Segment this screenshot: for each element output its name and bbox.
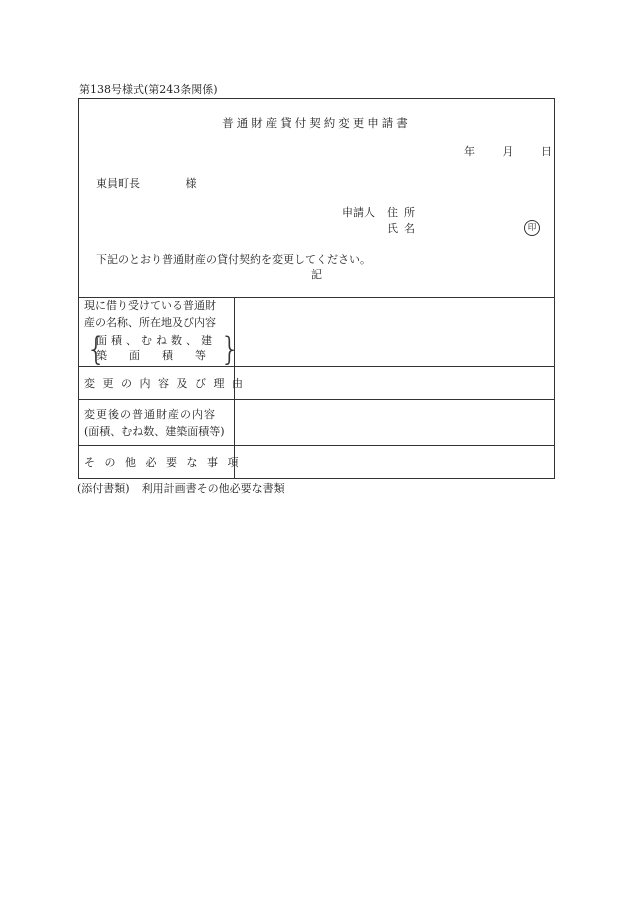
form-title: 普通財産貸付契約変更申請書 [222, 116, 411, 130]
instruction-text: 下記のとおり普通財産の貸付契約を変更してください。 [96, 253, 371, 266]
current-property-label [79, 297, 241, 368]
seal-mark: 印 [524, 220, 540, 236]
label-line: 変更後の普通財産の内容 [84, 407, 216, 421]
addressee-honorific: 様 [185, 177, 197, 190]
address-label: 住所 [387, 206, 421, 219]
addressee [96, 177, 197, 191]
other-matters-value[interactable] [235, 446, 555, 479]
attachment-label: (添付書類) [77, 482, 130, 495]
change-reason-label: 変更の内容及び理由 [79, 367, 235, 400]
label-line: 現に借り受けている普通財 [84, 299, 216, 312]
date-line [464, 145, 552, 159]
day-label: 日 [541, 145, 552, 158]
table-row [79, 446, 554, 479]
year-label: 年 [464, 145, 475, 158]
bracket-line: 面積、むね数、建 [96, 334, 216, 347]
month-label: 月 [502, 145, 514, 158]
application-form [78, 98, 555, 479]
form-header [79, 99, 554, 298]
details-table [79, 297, 554, 479]
attachment-note [77, 482, 285, 496]
change-reason-value[interactable] [235, 367, 555, 400]
applicant-label: 申請人 [342, 206, 375, 219]
record-mark: 記 [311, 268, 322, 281]
changed-property-value[interactable] [235, 400, 555, 446]
bracket-line: 築面積等 [96, 349, 228, 362]
left-bracket: { [86, 330, 107, 368]
label-line: (面積、むね数、建築面積等) [84, 424, 225, 438]
right-bracket: } [220, 330, 241, 368]
changed-property-label [79, 400, 235, 446]
name-label: 氏名 [387, 222, 421, 235]
addressee-name: 東員町長 [96, 177, 140, 190]
form-number: 第138号様式(第243条関係) [79, 83, 218, 96]
table-row [79, 367, 554, 400]
other-matters-label: その他必要な事項 [79, 446, 235, 479]
attachment-text: 利用計画書その他必要な書類 [141, 482, 285, 495]
current-property-value[interactable] [235, 297, 555, 367]
bracket-note [84, 330, 241, 368]
table-row [79, 400, 554, 446]
label-line: 産の名称、所在地及び内容 [84, 316, 216, 329]
table-row [79, 297, 554, 367]
